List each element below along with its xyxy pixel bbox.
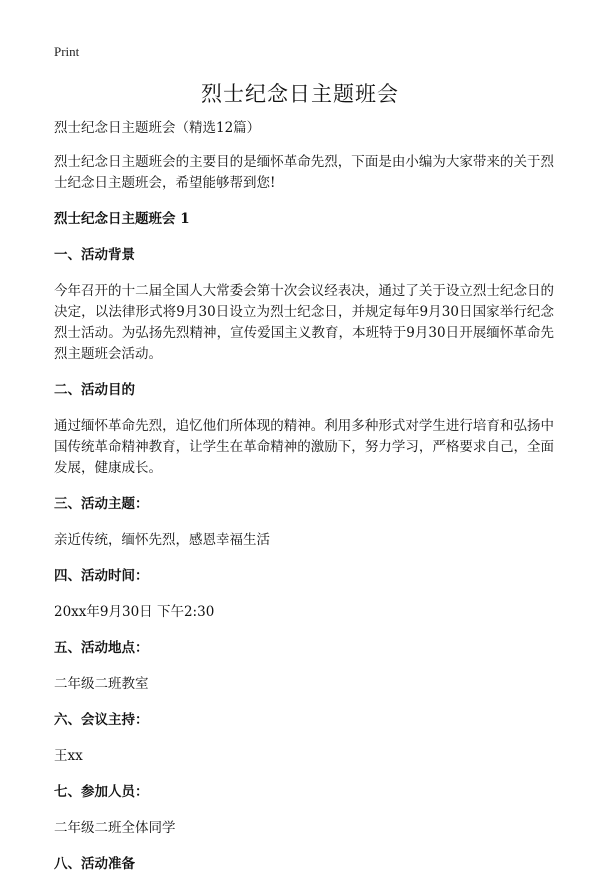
paragraph-purpose: 通过缅怀革命先烈，追忆他们所体现的精神。利用多种形式对学生进行培育和弘扬中国传统革命精神教育，让学生在革命精神的激励下，努力学习，严格要求自己，全面发展，健康成长。 xyxy=(54,418,554,476)
paragraph-time: 20xx年9月30日 下午2:30 xyxy=(54,604,215,620)
paragraph-host: 王xx xyxy=(54,748,83,764)
paragraph-background: 今年召开的十二届全国人大常委会第十次会议经表决，通过了关于设立烈士纪念日的决定，以法律形式将9月30日设立为烈士纪念日，并规定每年9月30日国家举行纪念烈士活动。为弘扬先烈精神，宣传爱国主义教育，本班特于9月30日开展缅怀革命先烈主题班会活动。 xyxy=(54,283,554,362)
heading-theme: 三、活动主题： xyxy=(54,496,149,512)
paragraph-theme: 亲近传统，缅怀先烈，感恩幸福生活 xyxy=(54,532,270,548)
heading-purpose: 二、活动目的 xyxy=(54,382,135,398)
heading-participants: 七、参加人员： xyxy=(54,784,149,800)
document-subtitle: 烈士纪念日主题班会（精选12篇） xyxy=(54,120,261,136)
heading-background: 一、活动背景 xyxy=(54,247,135,263)
section-title: 烈士纪念日主题班会 1 xyxy=(54,211,190,227)
print-link[interactable]: Print xyxy=(54,44,80,59)
page-title: 烈士纪念日主题班会 xyxy=(201,82,399,106)
document-intro: 烈士纪念日主题班会的主要目的是缅怀革命先烈，下面是由小编为大家带来的关于烈士纪念日主题班会，希望能够帮到您! xyxy=(54,154,554,191)
heading-host: 六、会议主持： xyxy=(54,712,149,728)
heading-preparation: 八、活动准备 xyxy=(54,856,135,872)
paragraph-location: 二年级二班教室 xyxy=(54,676,149,692)
paragraph-participants: 二年级二班全体同学 xyxy=(54,820,176,836)
heading-location: 五、活动地点： xyxy=(54,640,149,656)
heading-time: 四、活动时间： xyxy=(54,568,149,584)
document-body xyxy=(54,118,554,890)
